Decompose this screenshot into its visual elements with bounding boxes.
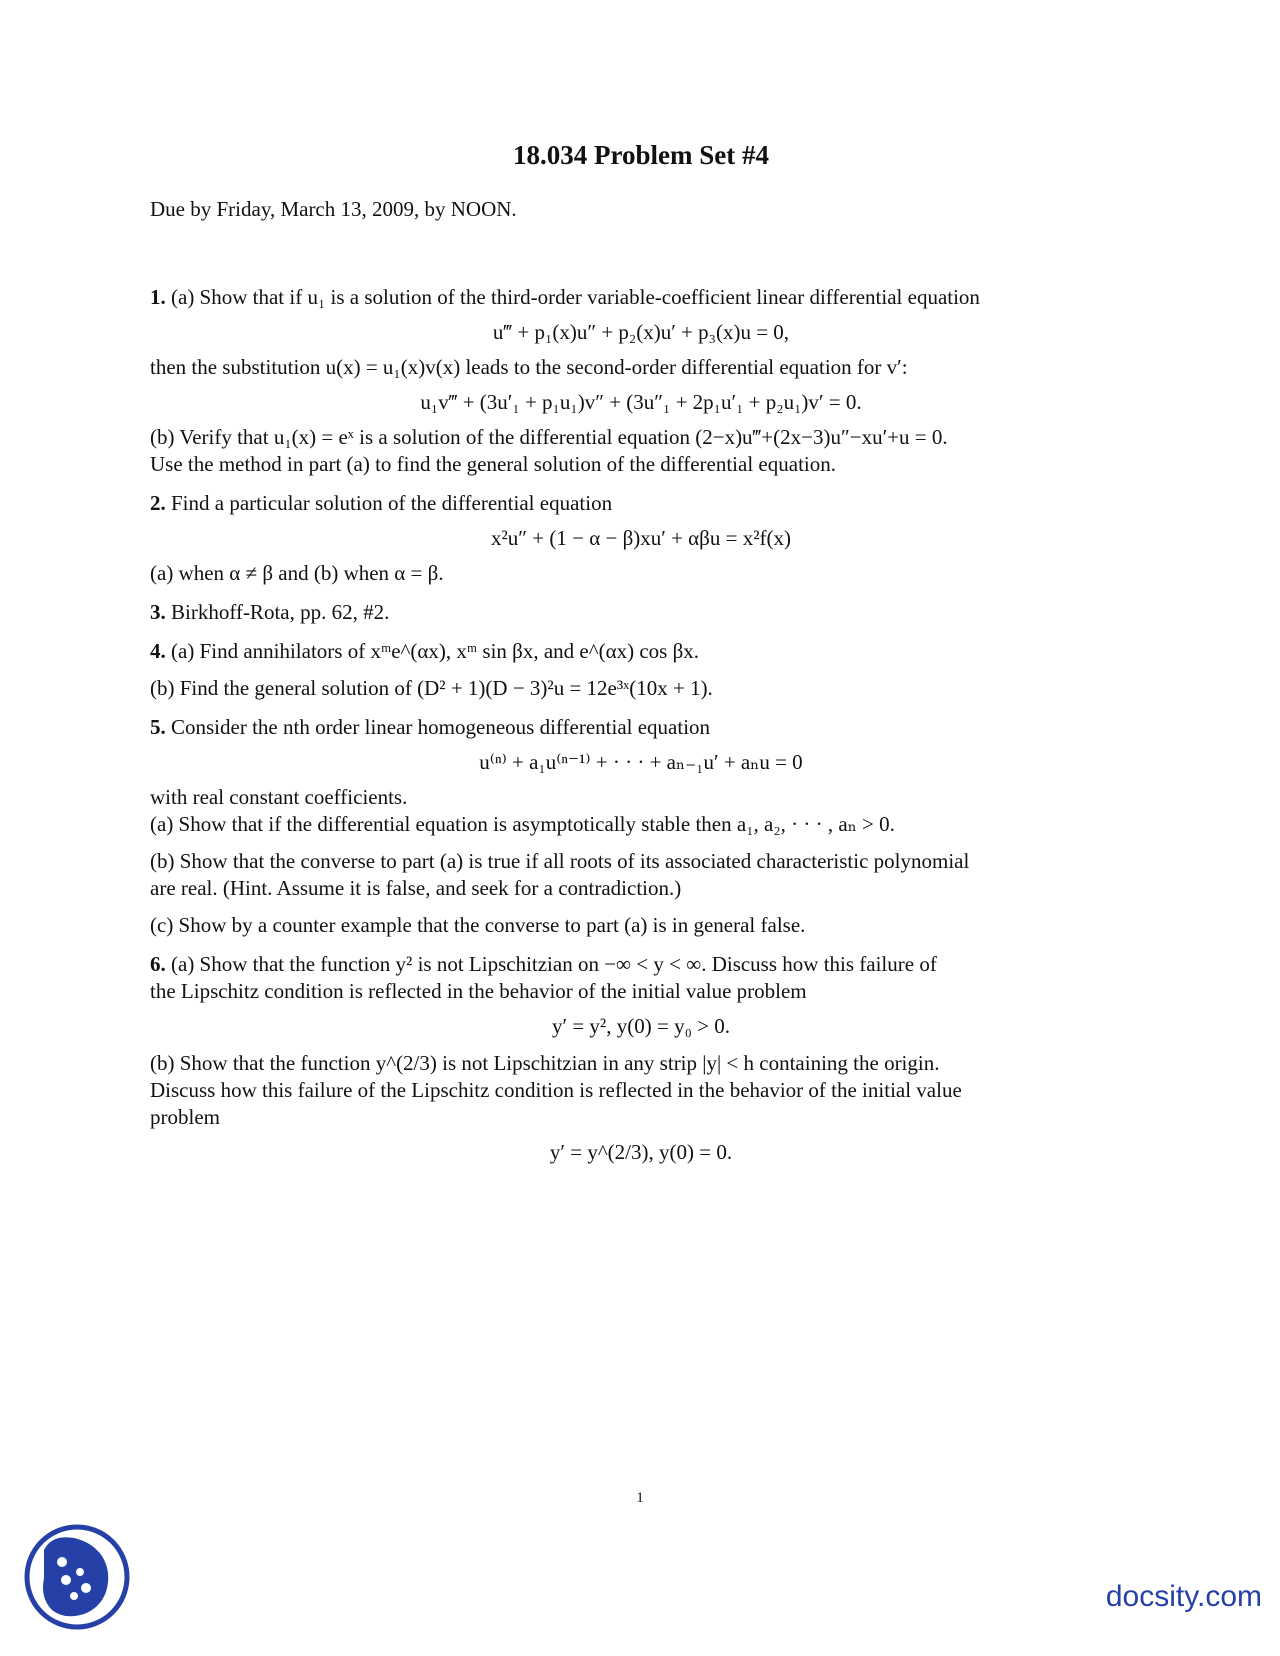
due-date: Due by Friday, March 13, 2009, by NOON.	[150, 197, 517, 221]
document-page	[150, 140, 1132, 1178]
problem-5	[150, 714, 1132, 939]
problem-6	[150, 951, 1132, 1166]
problem-text: (a) when α ≠ β and (b) when α = β.	[150, 561, 444, 585]
brand-link[interactable]: docsity.com	[1105, 1580, 1262, 1613]
problem-text: (a) Find annihilators of xᵐe^(αx), xᵐ sin βx, and e^(αx) cos βx.	[171, 639, 700, 663]
problem-number: 1.	[150, 285, 166, 309]
equation: u₁v‴ + (3u′₁ + p₁u₁)v″ + (3u″₁ + 2p₁u′₁ + p₂u₁)v′ = 0.	[420, 390, 862, 414]
problem-number: 2.	[150, 491, 166, 515]
problem-text: (a) Show that if the differential equation is asymptotically stable then a₁, a₂, · · · , aₙ > 0.	[150, 812, 895, 836]
equation: y′ = y², y(0) = y₀ > 0.	[552, 1014, 730, 1038]
page-number: 1	[636, 1490, 644, 1506]
problem-text: (b) Show that the function y^(2/3) is not Lipschitzian in any strip |y| < h containing the origin.	[150, 1051, 940, 1075]
problem-text: Birkhoff-Rota, pp. 62, #2.	[171, 600, 390, 624]
problem-text: with real constant coefficients.	[150, 785, 408, 809]
problem-text: the Lipschitz condition is reflected in the behavior of the initial value problem	[150, 979, 807, 1003]
equation: x²u″ + (1 − α − β)xu′ + αβu = x²f(x)	[491, 526, 791, 550]
equation: u⁽ⁿ⁾ + a₁u⁽ⁿ⁻¹⁾ + · · · + aₙ₋₁u′ + aₙu = 0	[479, 750, 803, 774]
problem-3	[150, 599, 1132, 626]
problem-text: Consider the nth order linear homogeneous differential equation	[171, 715, 711, 739]
equation: u‴ + p₁(x)u″ + p₂(x)u′ + p₃(x)u = 0,	[492, 320, 790, 344]
problem-2	[150, 490, 1132, 587]
problem-text: (b) Find the general solution of (D² + 1)(D − 3)²u = 12e³ˣ(10x + 1).	[150, 676, 713, 700]
problem-text: (a) Show that the function y² is not Lipschitzian on −∞ < y < ∞. Discuss how this failure of	[171, 952, 937, 976]
problem-number: 4.	[150, 639, 166, 663]
problem-number: 6.	[150, 952, 166, 976]
problem-text: (b) Show that the converse to part (a) is true if all roots of its associated characteristic polynomial	[150, 849, 970, 873]
problem-text: then the substitution u(x) = u₁(x)v(x) leads to the second-order differential equation for v′:	[150, 355, 908, 379]
problem-number: 5.	[150, 715, 166, 739]
problem-1	[150, 284, 1132, 478]
problem-text: (b) Verify that u₁(x) = eˣ is a solution of the differential equation (2−x)u‴+(2x−3)u″−xu′+u = 0.	[150, 425, 948, 449]
docsity-logo-icon	[22, 1522, 132, 1637]
problem-text: are real. (Hint. Assume it is false, and seek for a contradiction.)	[150, 876, 682, 900]
equation: y′ = y^(2/3), y(0) = 0.	[549, 1140, 733, 1164]
problem-text: (c) Show by a counter example that the converse to part (a) is in general false.	[150, 913, 806, 937]
problem-text: (a) Show that if u₁ is a solution of the third-order variable-coefficient linear differential equation	[171, 285, 980, 309]
page-title: 18.034 Problem Set #4	[513, 140, 769, 170]
problem-text: problem	[150, 1105, 220, 1129]
problem-4	[150, 638, 1132, 702]
problem-text: Find a particular solution of the differential equation	[171, 491, 613, 515]
problem-number: 3.	[150, 600, 166, 624]
problem-text: Use the method in part (a) to find the general solution of the differential equation.	[150, 452, 836, 476]
problem-text: Discuss how this failure of the Lipschitz condition is reflected in the behavior of the initial value	[150, 1078, 962, 1102]
